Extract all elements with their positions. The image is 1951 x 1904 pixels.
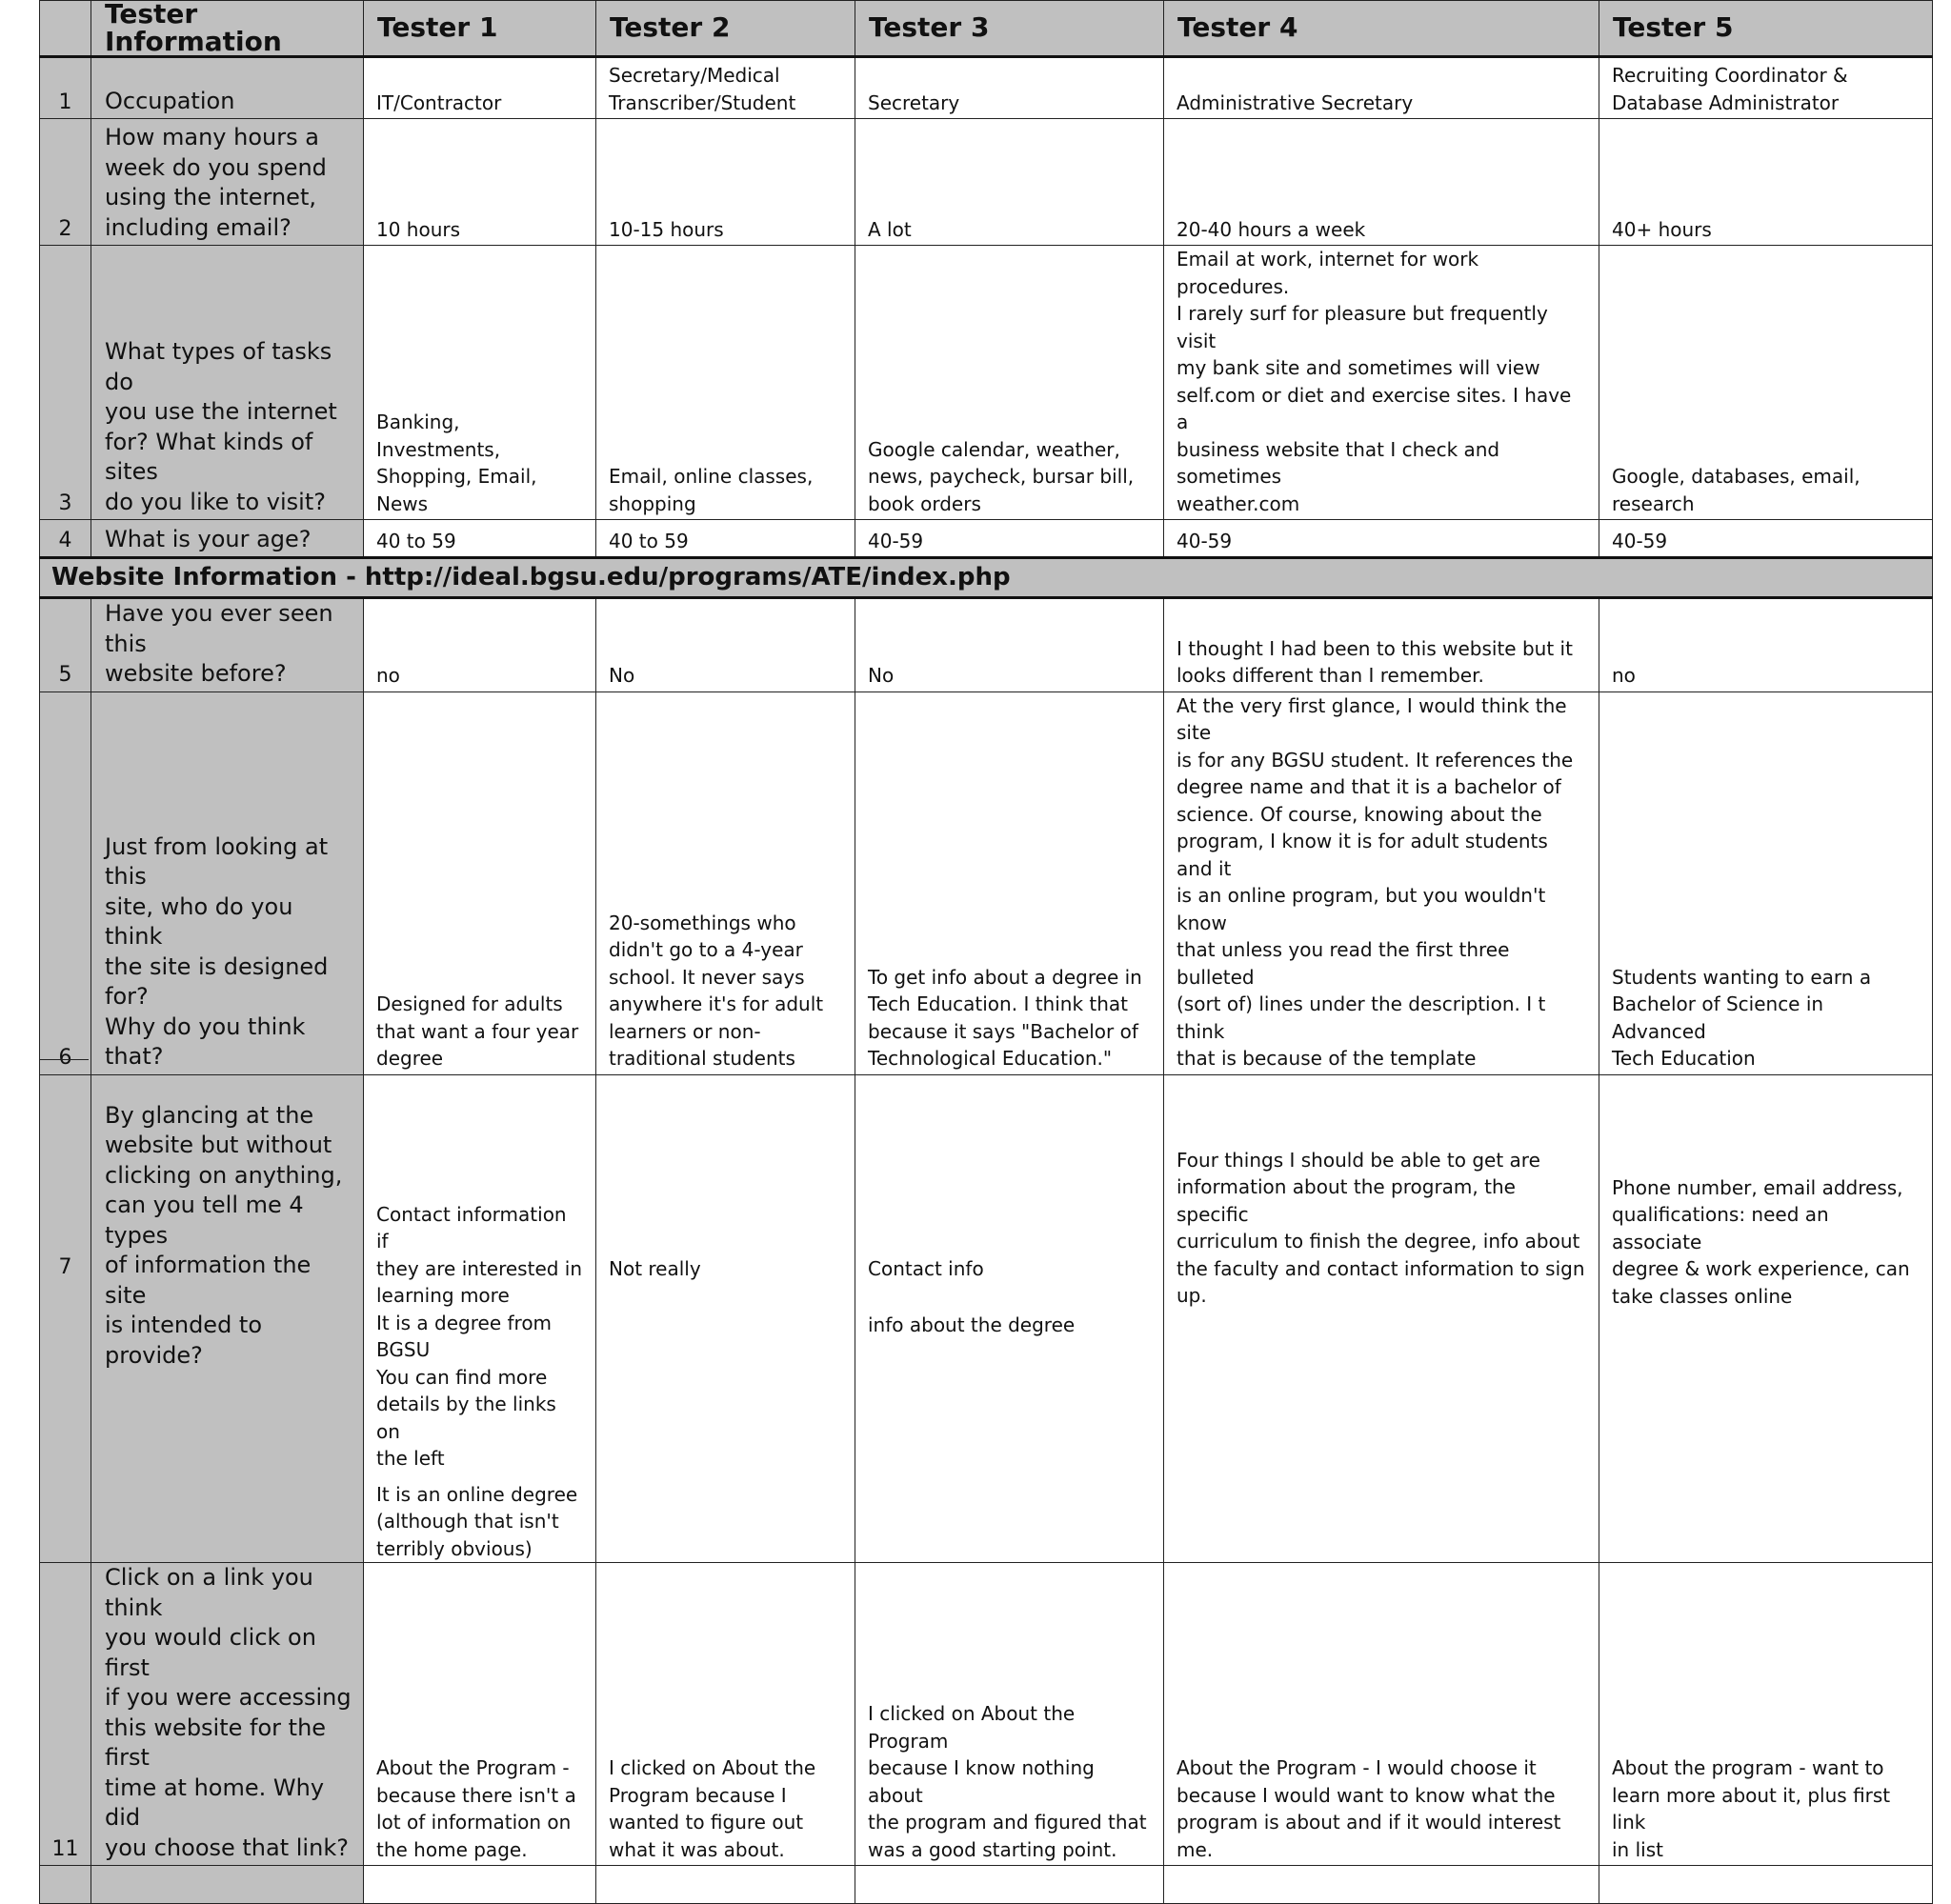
answer-cell: Email at work, internet for work procedures. I rarely surf for pleasure but frequently visit my bank site and sometimes will view self.com or diet and exercise sites. I have a business website that I check and sometimes weather.com <box>1164 246 1599 520</box>
answer-text: It is an online degree (although that isn't terribly obvious) <box>376 1482 578 1560</box>
answer-cell: 20-somethings who didn't go to a 4-year school. It never says anywhere it's for adult learners or non- traditional students <box>596 691 855 1074</box>
spacer <box>376 1473 583 1481</box>
header-tester-2: Tester 2 <box>596 1 855 57</box>
table-row <box>40 520 1933 558</box>
answer-cell: Google, databases, email, research <box>1599 246 1933 520</box>
header-tester-1: Tester 1 <box>364 1 596 57</box>
answer-cell: Google calendar, weather, news, paycheck, bursar bill, book orders <box>855 246 1164 520</box>
answer-cell: Email, online classes, shopping <box>596 246 855 520</box>
question-cell: Just from looking at this site, who do you think the site is designed for? Why do you think that? <box>91 691 364 1074</box>
spacer <box>868 1282 1151 1312</box>
question-cell-empty <box>91 1866 364 1904</box>
answer-cell: I clicked on About the Program because I wanted to figure out what it was about. <box>596 1563 855 1866</box>
answer-cell: Four things I should be able to get are information about the program, the specific curriculum to finish the degree, info about the faculty and contact information to sign up. <box>1164 1074 1599 1563</box>
row-number-empty <box>40 1866 91 1904</box>
row-number: 7 <box>40 1074 91 1563</box>
answer-cell: Students wanting to earn a Bachelor of Science in Advanced Tech Education <box>1599 691 1933 1074</box>
row-number: 6 <box>40 691 91 1074</box>
answer-cell-empty <box>1599 1866 1933 1904</box>
table-row <box>40 1563 1933 1866</box>
answer-cell-empty <box>1164 1866 1599 1904</box>
answer-cell: To get info about a degree in Tech Education. I think that because it says "Bachelor of Technological Education." <box>855 691 1164 1074</box>
answer-cell: 40-59 <box>1164 520 1599 558</box>
answer-cell: No <box>596 598 855 692</box>
section-row <box>40 558 1933 598</box>
row-number: 5 <box>40 598 91 692</box>
table-row <box>40 119 1933 246</box>
answer-cell: no <box>364 598 596 692</box>
row-number: 3 <box>40 246 91 520</box>
answer-cell: At the very first glance, I would think the site is for any BGSU student. It references the degree name and that it is a bachelor of science. Of course, knowing about the program, I know it is for adult students and it is an online program, but you wouldn't know that unless you read the first three bulleted (sort of) lines under the description. I t think that is because of the template <box>1164 691 1599 1074</box>
answer-cell: Banking, Investments, Shopping, Email, News <box>364 246 596 520</box>
answer-text: Contact info <box>868 1256 984 1280</box>
row-number: 2 <box>40 119 91 246</box>
header-blank-cell <box>40 1 91 57</box>
answer-cell: About the Program - I would choose it because I would want to know what the program is about and if it would interest me. <box>1164 1563 1599 1866</box>
answer-cell: About the Program - because there isn't a lot of information on the home page. <box>364 1563 596 1866</box>
answer-cell: Not really <box>596 1074 855 1563</box>
answer-cell: No <box>855 598 1164 692</box>
answer-cell: Secretary/Medical Transcriber/Student <box>596 57 855 119</box>
table-row-partial <box>40 1866 1933 1904</box>
answer-cell: Phone number, email address, qualifications: need an associate degree & work experience, can take classes online <box>1599 1074 1933 1563</box>
answer-cell-empty <box>596 1866 855 1904</box>
question-cell: By glancing at the website but without clicking on anything, can you tell me 4 types of information the site is intended to provide? <box>91 1074 364 1563</box>
answer-cell: A lot <box>855 119 1164 246</box>
answer-cell-empty <box>364 1866 596 1904</box>
question-cell: Occupation <box>91 57 364 119</box>
question-cell: How many hours a week do you spend using the internet, including email? <box>91 119 364 246</box>
header-tester-3: Tester 3 <box>855 1 1164 57</box>
table-row <box>40 598 1933 692</box>
answer-text: Contact information if they are interested in learning more It is a degree from BGSU You can find more details by the links on the left <box>376 1202 583 1470</box>
table-row <box>40 1074 1933 1563</box>
answer-cell: Secretary <box>855 57 1164 119</box>
question-cell: What types of tasks do you use the internet for? What kinds of sites do you like to visit? <box>91 246 364 520</box>
answer-cell: IT/Contractor <box>364 57 596 119</box>
answer-cell: 10-15 hours <box>596 119 855 246</box>
table-row <box>40 691 1933 1074</box>
answer-cell-empty <box>855 1866 1164 1904</box>
header-tester-5: Tester 5 <box>1599 1 1933 57</box>
row-number: 1 <box>40 57 91 119</box>
answer-cell: 40 to 59 <box>596 520 855 558</box>
row-divider-line <box>39 1059 89 1060</box>
answer-cell: Designed for adults that want a four year degree <box>364 691 596 1074</box>
answer-cell: 40 to 59 <box>364 520 596 558</box>
question-cell: What is your age? <box>91 520 364 558</box>
answer-cell: Recruiting Coordinator & Database Administrator <box>1599 57 1933 119</box>
table-row <box>40 246 1933 520</box>
answer-cell: 10 hours <box>364 119 596 246</box>
answer-cell: 40-59 <box>1599 520 1933 558</box>
answer-cell: no <box>1599 598 1933 692</box>
answer-cell <box>364 1074 596 1563</box>
answer-cell: I thought I had been to this website but it looks different than I remember. <box>1164 598 1599 692</box>
answer-cell: I clicked on About the Program because I know nothing about the program and figured that was a good starting point. <box>855 1563 1164 1866</box>
row-number: 4 <box>40 520 91 558</box>
answer-text: info about the degree <box>868 1313 1076 1336</box>
answer-cell: Administrative Secretary <box>1164 57 1599 119</box>
row-number: 11 <box>40 1563 91 1866</box>
answer-cell <box>855 1074 1164 1563</box>
table-row <box>40 57 1933 119</box>
answer-cell: 20-40 hours a week <box>1164 119 1599 246</box>
header-tester-information: Tester Information <box>91 1 364 57</box>
answer-cell: 40-59 <box>855 520 1164 558</box>
tester-survey-table <box>39 0 1933 1904</box>
answer-cell: 40+ hours <box>1599 119 1933 246</box>
section-title: Website Information - http://ideal.bgsu.edu/programs/ATE/index.php <box>40 558 1933 598</box>
question-cell: Have you ever seen this website before? <box>91 598 364 692</box>
answer-cell: About the program - want to learn more about it, plus first link in list <box>1599 1563 1933 1866</box>
header-row <box>40 1 1933 57</box>
question-cell: Click on a link you think you would click on first if you were accessing this website for the first time at home. Why did you choose that link? <box>91 1563 364 1866</box>
header-tester-4: Tester 4 <box>1164 1 1599 57</box>
